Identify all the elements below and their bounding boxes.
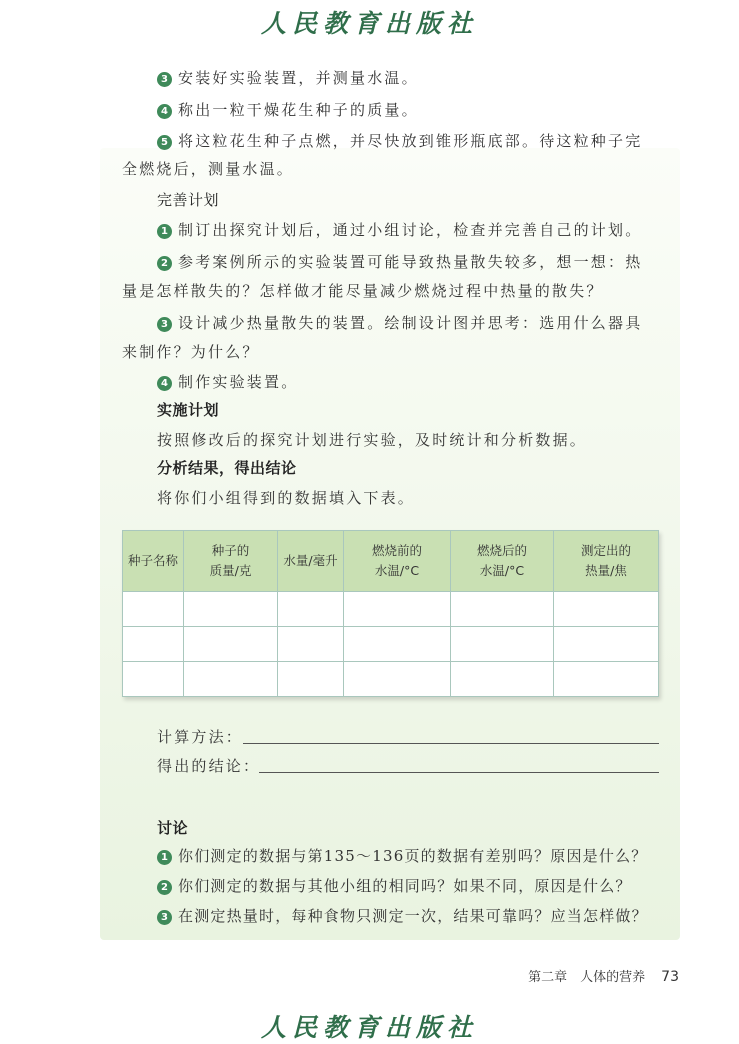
improve-item-3: 3 设计减少热量散失的装置。绘制设计图并思考：选用什么器具 — [157, 313, 642, 333]
table-row — [123, 627, 659, 662]
analysis-text: 将你们小组得到的数据填入下表。 — [157, 489, 416, 507]
discussion-heading: 讨论 — [157, 819, 189, 837]
step-4: 4 称出一粒干燥花生种子的质量。 — [157, 100, 419, 120]
improve-item-1: 1 制订出探究计划后，通过小组讨论，检查并完善自己的计划。 — [157, 220, 642, 240]
table-cell[interactable] — [123, 627, 184, 662]
conclusion-answer-line[interactable] — [259, 772, 659, 773]
col-heat: 测定出的 热量/焦 — [554, 531, 659, 592]
improve-item-3-cont: 来制作？为什么？ — [122, 343, 260, 361]
improve-heading: 完善计划 — [157, 191, 220, 209]
table-cell[interactable] — [278, 627, 344, 662]
improve-item-2-cont: 量是怎样散失的？怎样做才能尽量减少燃烧过程中热量的散失？ — [122, 282, 604, 300]
table-row — [123, 592, 659, 627]
publisher-logo-top: 人民教育出版社 — [260, 9, 478, 38]
analysis-heading: 分析结果，得出结论 — [157, 459, 297, 477]
discussion-item-3: 3 在测定热量时，每种食物只测定一次，结果可靠吗？应当怎样做？ — [157, 906, 648, 926]
page-footer — [528, 966, 679, 985]
table-cell[interactable] — [554, 592, 659, 627]
table-cell[interactable] — [451, 662, 554, 697]
col-temp-after: 燃烧后的 水温/°C — [451, 531, 554, 592]
table-header-row — [123, 531, 659, 592]
table-cell[interactable] — [451, 592, 554, 627]
calc-label: 计算方法： — [157, 728, 244, 746]
table-cell[interactable] — [123, 662, 184, 697]
step-5-cont: 全燃烧后，测量水温。 — [122, 160, 295, 178]
table-cell[interactable] — [344, 592, 451, 627]
chapter-title: 第二章 人体的营养 — [528, 970, 646, 985]
table-cell[interactable] — [554, 662, 659, 697]
implement-heading: 实施计划 — [157, 401, 220, 419]
conclusion-label: 得出的结论： — [157, 757, 261, 775]
implement-text: 按照修改后的探究计划进行实验，及时统计和分析数据。 — [157, 431, 588, 449]
col-seed-name: 种子名称 — [123, 531, 184, 592]
table-cell[interactable] — [278, 662, 344, 697]
table-cell[interactable] — [344, 627, 451, 662]
table-cell[interactable] — [184, 662, 278, 697]
table-cell[interactable] — [554, 627, 659, 662]
table-cell[interactable] — [123, 592, 184, 627]
publisher-logo-bottom: 人民教育出版社 — [260, 1013, 478, 1042]
table-cell[interactable] — [184, 592, 278, 627]
table-cell[interactable] — [184, 627, 278, 662]
data-table — [122, 530, 659, 697]
col-temp-before: 燃烧前的 水温/°C — [344, 531, 451, 592]
page-number: 73 — [661, 969, 679, 985]
table-cell[interactable] — [451, 627, 554, 662]
discussion-item-2: 2 你们测定的数据与其他小组的相同吗？如果不同，原因是什么？ — [157, 876, 632, 896]
calc-answer-line[interactable] — [243, 743, 659, 744]
col-water-volume: 水量/毫升 — [278, 531, 344, 592]
table-cell[interactable] — [278, 592, 344, 627]
improve-item-4: 4 制作实验装置。 — [157, 372, 298, 392]
discussion-item-1: 1 你们测定的数据与第135～136页的数据有差别吗？原因是什么？ — [157, 846, 647, 866]
step-3: 3 安装好实验装置，并测量水温。 — [157, 68, 419, 88]
table-cell[interactable] — [344, 662, 451, 697]
col-seed-mass: 种子的 质量/克 — [184, 531, 278, 592]
step-5: 5 将这粒花生种子点燃，并尽快放到锥形瓶底部。待这粒种子完 — [157, 131, 642, 151]
table-row — [123, 662, 659, 697]
improve-item-2: 2 参考案例所示的实验装置可能导致热量散失较多，想一想：热 — [157, 252, 642, 272]
